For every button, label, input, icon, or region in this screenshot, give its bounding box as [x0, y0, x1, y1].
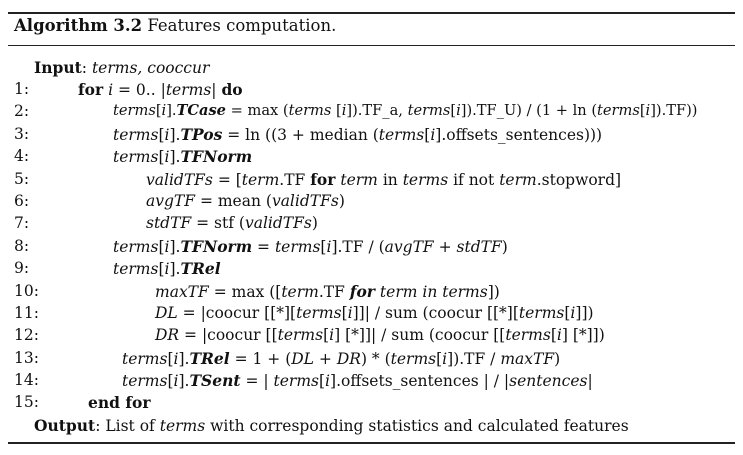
code-token: = |coocur [[ — [179, 326, 278, 344]
code-token: term — [340, 171, 378, 189]
code-token: [ — [550, 326, 557, 344]
code-token: i — [347, 304, 353, 322]
code-token: ]. — [169, 148, 181, 166]
feature-name: TFNorm — [180, 147, 253, 166]
code-token: [ — [436, 350, 443, 368]
do-keyword: do — [221, 80, 243, 99]
feature-name: TPos — [180, 125, 223, 144]
code-token: ] [*]]| / sum (coocur [[ — [334, 326, 506, 344]
code-token: [ — [341, 304, 348, 322]
code-token: avgTF — [384, 238, 434, 256]
code-token: maxTF — [155, 283, 209, 301]
code-token: [ — [323, 326, 330, 344]
code-token: terms — [288, 102, 332, 119]
line-number: 14: — [14, 371, 39, 389]
code-token: i — [325, 372, 331, 390]
code-token: = mean ( — [195, 192, 272, 210]
code-token: terms — [402, 171, 449, 189]
code-token: | — [587, 372, 593, 390]
code-token: i — [329, 326, 335, 344]
code-token: i — [570, 304, 576, 322]
code-token: = ln ((3 + median ( — [222, 126, 379, 144]
code-token: = max ([ — [208, 283, 282, 301]
code-line-6 — [146, 192, 345, 210]
code-token: ]).TF_a, — [346, 102, 408, 119]
code-token: ]. — [166, 102, 177, 119]
code-token: terms — [390, 350, 437, 368]
code-token: terms — [122, 372, 168, 390]
code-token: DR — [336, 350, 361, 368]
code-token: ]. — [169, 126, 181, 144]
code-token: i — [173, 350, 179, 368]
code-token: = 1 + ( — [229, 350, 292, 368]
code-token: ]. — [169, 238, 181, 256]
output-text: with corresponding statistics and calculated features — [205, 417, 629, 435]
code-token: DL — [155, 304, 178, 322]
code-token: terms — [296, 304, 342, 322]
line-number: 10: — [14, 282, 39, 300]
code-token: ]).TF)) — [650, 102, 698, 119]
code-token: terms — [277, 326, 324, 344]
code-token: ].offsets_sentences))) — [435, 126, 603, 144]
code-token: term in terms — [379, 283, 488, 301]
code-token: term — [241, 171, 280, 189]
code-token: .stopword] — [536, 171, 622, 189]
code-token: [ — [639, 102, 646, 119]
line-number: 11: — [14, 304, 39, 322]
line-number: 12: — [14, 326, 39, 344]
line-number: 15: — [14, 393, 39, 411]
code-token: terms — [113, 260, 159, 278]
code-token: ].offsets_sentences | / | — [330, 372, 510, 390]
code-token: terms — [274, 238, 321, 256]
code-token: [ — [158, 260, 165, 278]
code-token: + — [433, 238, 457, 256]
bottom-rule — [8, 442, 735, 444]
input-params: terms, cooccur — [91, 59, 210, 77]
code-line-11 — [155, 304, 594, 322]
line-number: 7: — [14, 214, 30, 232]
code-token: i — [430, 126, 436, 144]
code-token: stdTF — [146, 214, 192, 232]
code-token: i — [442, 350, 448, 368]
code-token: = stf ( — [191, 214, 245, 232]
line-number: 3: — [14, 125, 30, 143]
code-token: [ — [320, 238, 327, 256]
code-token: i — [161, 102, 167, 119]
code-token: ]) — [487, 283, 500, 301]
code-token: ]. — [178, 372, 190, 390]
line-number: 8: — [14, 237, 30, 255]
code-token: terms — [407, 102, 451, 119]
code-token: term — [281, 283, 319, 301]
input-line — [34, 58, 209, 77]
end-for-keyword: end for — [88, 393, 151, 412]
code-token: ) — [338, 192, 345, 210]
top-rule — [8, 12, 735, 14]
code-token: [ — [331, 102, 342, 119]
code-token: ] [*]]) — [561, 326, 605, 344]
code-token: i — [164, 238, 170, 256]
line-number: 1: — [14, 80, 30, 98]
code-line-8 — [113, 237, 508, 256]
code-token: ) * ( — [360, 350, 391, 368]
code-token: terms — [518, 304, 565, 322]
output-terms: terms — [159, 417, 206, 435]
code-token: terms — [273, 372, 319, 390]
code-token: i — [556, 326, 562, 344]
code-token: i — [173, 372, 179, 390]
algorithm-label: Algorithm 3.2 — [14, 16, 143, 35]
code-token: [ — [564, 304, 571, 322]
code-token: maxTF — [500, 350, 555, 368]
code-token: ]. — [169, 260, 181, 278]
feature-name: TFNorm — [180, 237, 253, 256]
code-token: = | — [240, 372, 274, 390]
code-token: i — [341, 102, 347, 119]
code-line-15 — [88, 393, 151, 412]
code-token: validTFs — [146, 171, 213, 189]
input-keyword: Input — [34, 58, 82, 77]
code-token: in — [377, 171, 403, 189]
algorithm-title — [14, 16, 336, 35]
code-token: terms — [113, 238, 159, 256]
code-token: .TF — [279, 171, 311, 189]
line-number: 5: — [14, 170, 30, 188]
for-keyword: for — [78, 80, 104, 99]
code-token: | — [211, 81, 222, 99]
code-token: i — [164, 148, 170, 166]
code-line-2 — [113, 102, 698, 119]
code-line-3 — [113, 125, 602, 144]
code-token: [ — [450, 102, 457, 119]
code-token: [ — [318, 372, 326, 390]
code-token: avgTF — [146, 192, 196, 210]
code-token: if not — [448, 171, 500, 189]
feature-name: TCase — [176, 102, 226, 119]
code-token: i — [326, 238, 332, 256]
code-token: .TF — [318, 283, 350, 301]
code-token: ) — [501, 238, 508, 256]
code-token: validTFs — [244, 214, 312, 232]
code-token: i — [164, 260, 170, 278]
code-token: [ — [155, 102, 162, 119]
output-text: : List of — [95, 417, 160, 435]
code-token: term — [499, 171, 537, 189]
code-token: ]]| / sum (coocur [[*][ — [352, 304, 519, 322]
code-token: = — [252, 238, 275, 256]
code-token: ) — [311, 214, 318, 232]
code-line-12 — [155, 326, 605, 344]
code-line-1 — [78, 80, 243, 99]
line-number: 4: — [14, 147, 30, 165]
code-line-7 — [146, 214, 318, 232]
code-token: [ — [424, 126, 431, 144]
algorithm-caption: Features computation. — [147, 16, 337, 35]
code-token: i — [164, 126, 170, 144]
line-number: 2: — [14, 102, 30, 120]
code-token: terms — [597, 102, 640, 119]
code-token: [ — [167, 350, 174, 368]
code-token: DR — [155, 326, 180, 344]
code-line-5 — [146, 170, 621, 189]
code-token: terms — [505, 326, 551, 344]
line-number: 13: — [14, 349, 39, 367]
code-token: terms — [122, 350, 168, 368]
code-token: i — [645, 102, 651, 119]
feature-name: TRel — [189, 349, 230, 368]
code-token: = 0.. | — [113, 81, 166, 99]
code-line-4 — [113, 147, 252, 166]
output-keyword: Output — [34, 416, 96, 435]
code-token: ) — [554, 350, 561, 368]
code-token: = |coocur [[*][ — [177, 304, 297, 322]
input-sep: : — [81, 59, 92, 77]
code-token: ]]) — [575, 304, 594, 322]
code-token: [ — [158, 126, 165, 144]
code-token: ]).TF_U) / (1 + ln ( — [460, 102, 598, 119]
code-line-14 — [122, 371, 593, 390]
code-token: terms — [113, 102, 156, 119]
code-token: [ — [158, 238, 165, 256]
code-token: validTFs — [271, 192, 339, 210]
code-token: terms — [378, 126, 425, 144]
feature-name: TSent — [189, 371, 241, 390]
code-token: [ — [158, 148, 165, 166]
code-token: DL — [291, 350, 314, 368]
code-token: sentences — [509, 372, 588, 390]
code-token: terms — [165, 81, 212, 99]
code-token: + — [313, 350, 337, 368]
code-token: i — [456, 102, 461, 119]
code-token: ].TF / ( — [331, 238, 385, 256]
output-line — [34, 416, 629, 435]
code-token: terms — [113, 148, 159, 166]
for-keyword: for — [349, 282, 375, 301]
code-line-13 — [122, 349, 560, 368]
code-line-10 — [155, 282, 500, 301]
line-number: 9: — [14, 259, 30, 277]
code-token: = [ — [212, 171, 242, 189]
for-keyword: for — [310, 170, 336, 189]
code-token: ]. — [178, 350, 190, 368]
code-token: i — [108, 81, 114, 99]
line-number: 6: — [14, 192, 30, 210]
code-token: = max ( — [225, 102, 289, 119]
code-token: [ — [167, 372, 174, 390]
header-rule — [8, 45, 735, 46]
code-line-9 — [113, 259, 221, 278]
code-token: stdTF — [456, 238, 502, 256]
code-token: ]).TF / — [447, 350, 501, 368]
code-token: terms — [113, 126, 159, 144]
feature-name: TRel — [180, 259, 221, 278]
